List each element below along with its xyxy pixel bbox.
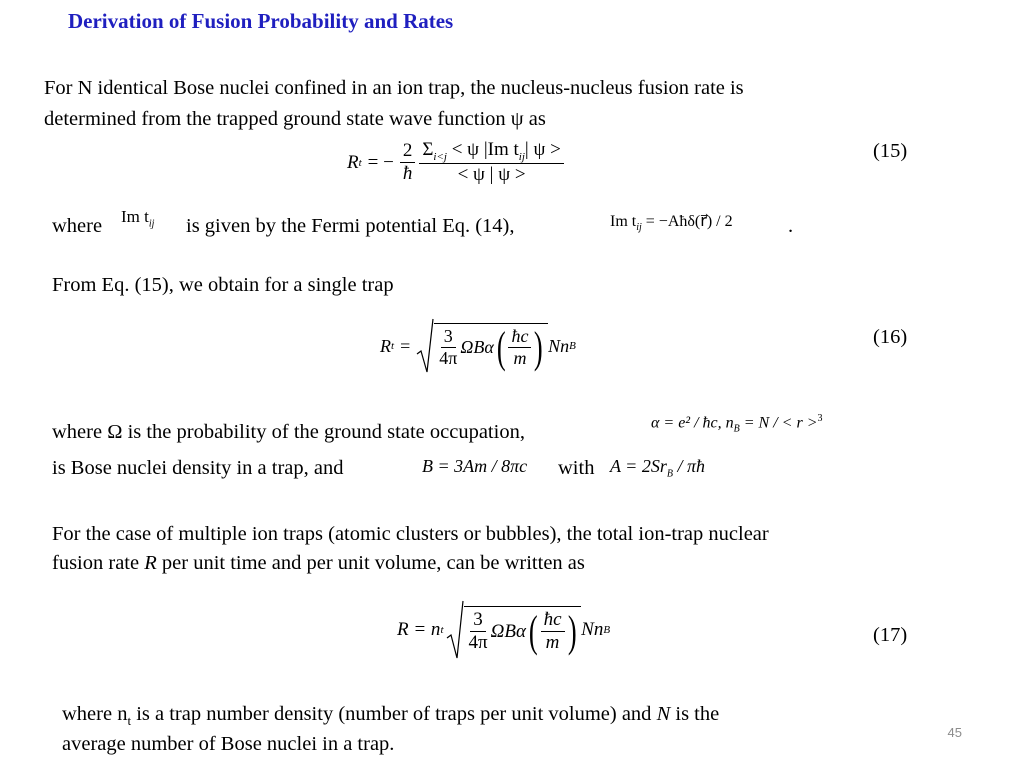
eq16-number: (16) xyxy=(873,326,908,348)
b-eq: B = 3Am / 8πc xyxy=(422,456,528,476)
alpha-eq-rest: = N / < r > xyxy=(739,414,818,432)
alpha-eq-sup: 3 xyxy=(817,413,823,424)
eq16-sqrt-den: 4π xyxy=(439,348,458,368)
eq16-paren-den: m xyxy=(513,348,527,368)
eq17-tail-sub: B xyxy=(603,624,611,636)
eq17-sqrt-num: 3 xyxy=(470,609,486,632)
eq15-denominator: < ψ | ψ > xyxy=(457,164,526,186)
a-eq: A = 2Sr xyxy=(610,456,667,476)
im-t-sub-2: ij xyxy=(636,222,642,234)
a-eq-rest: / πħ xyxy=(672,456,705,476)
eq15-coefficient xyxy=(400,140,416,185)
slide-title: Derivation of Fusion Probability and Rates xyxy=(68,9,454,33)
eq17-paren-num: ħc xyxy=(541,609,565,632)
cl1-sub: t xyxy=(127,713,132,729)
eq17-middle: ΩBα xyxy=(490,620,526,642)
eq17-sqrt: $\frac{3}{4\pi}$ ΩBα ( $\frac{ħc}{m}$ ) xyxy=(446,600,582,660)
eq15-lhs: R xyxy=(347,151,359,173)
eq16-sqrt-num: 3 xyxy=(441,326,456,348)
cl1-c: is the xyxy=(670,703,720,725)
eq15-number: (15) xyxy=(873,140,908,162)
equation-17 xyxy=(397,600,610,660)
where-line-1-end: . xyxy=(788,215,794,237)
where-line-1-prefix: where xyxy=(52,215,103,237)
im-t-text: Im t xyxy=(121,207,149,226)
mt-line2-R: R xyxy=(144,552,157,574)
omega-definition-line: where Ω is the probability of the ground state occupation, xyxy=(52,421,525,443)
eq16-sqrt: $\frac{3}{4\pi}$ ΩBα ( $\frac{ħc}{m}$ ) xyxy=(416,318,548,374)
eq15-num-sub2: ij xyxy=(518,150,525,163)
mt-line2-a: fusion rate xyxy=(52,552,145,574)
eq16-tail: Nn xyxy=(548,335,570,356)
intro-line-2: determined from the trapped ground state wave function ψ as xyxy=(44,108,546,130)
im-t-symbol xyxy=(121,207,154,229)
where-line-1-middle: is given by the Fermi potential Eq. (14), xyxy=(186,215,515,237)
cl1-b: is a trap number density (number of traps per unit volume) and xyxy=(131,703,657,725)
im-t-text-2: Im t xyxy=(610,213,637,230)
equation-16: R t = $\frac{3}{4\pi}$ ΩBα ( $\frac{ħc}{m}$ ) Nn B xyxy=(380,318,576,374)
multiple-traps-line-1: For the case of multiple ion traps (atomic clusters or bubbles), the total ion-trap nuclear xyxy=(52,523,769,545)
eq15-lhs-sub: t xyxy=(358,156,362,169)
density-line-prefix: is Bose nuclei density in a trap, and xyxy=(52,457,344,479)
eq15-sum: Σ xyxy=(422,139,434,160)
b-definition xyxy=(422,456,527,477)
eq15-coef-num: 2 xyxy=(400,140,416,163)
cl1-a: where n xyxy=(62,703,128,725)
a-eq-sub: B xyxy=(666,468,673,480)
single-trap-line: From Eq. (15), we obtain for a single trap xyxy=(52,274,394,296)
equation-15: R t = − $\frac{2}{ħ}$ $\frac{\Sigma_{i<j} < \psi |Im t_{ij}| \psi >}{< \psi | \psi >}$ xyxy=(347,139,564,186)
eq17-number: (17) xyxy=(873,624,908,646)
fermi-potential-equation xyxy=(610,211,733,233)
eq16-lhs-sub: t xyxy=(391,340,395,352)
eq17-lhs: R = n xyxy=(397,619,441,640)
sqrt-icon xyxy=(416,318,434,374)
cl1-N: N xyxy=(656,703,671,725)
fermi-rhs: = −Aħδ(r⃗) / 2 xyxy=(645,213,733,230)
alpha-nb-definition xyxy=(651,413,822,435)
im-t-sub: ij xyxy=(148,218,155,230)
a-definition xyxy=(610,456,705,480)
eq17-paren-den: m xyxy=(545,632,560,653)
alpha-eq: α = e² / ħc, n xyxy=(651,414,734,432)
eq15-coef-den: ħ xyxy=(402,163,413,185)
eq17-tail: Nn xyxy=(581,619,604,640)
closing-line-2: average number of Bose nuclei in a trap. xyxy=(62,733,395,755)
eq16-paren-num: ħc xyxy=(508,326,531,348)
eq15-main-fraction xyxy=(419,139,563,186)
alpha-eq-sub: B xyxy=(733,423,740,435)
multiple-traps-line-2 xyxy=(52,549,585,578)
eq16-lhs: R xyxy=(380,335,391,356)
eq17-sqrt-den: 4π xyxy=(468,632,488,653)
eq15-num-mid: < ψ |Im t xyxy=(446,139,519,160)
with-text: with xyxy=(558,457,595,479)
eq15-num-end: | ψ > xyxy=(524,139,561,160)
eq16-middle: ΩBα xyxy=(460,337,494,357)
page-number: 45 xyxy=(947,725,962,740)
sqrt-icon-2 xyxy=(446,600,464,660)
mt-line2-b: per unit time and per unit volume, can be written as xyxy=(156,552,585,574)
eq17-lhs-sub: t xyxy=(440,624,444,636)
eq16-tail-sub: B xyxy=(569,340,576,352)
intro-line-1: For N identical Bose nuclei confined in an ion trap, the nucleus-nucleus fusion rate is xyxy=(44,77,744,99)
eq15-sum-sub: i<j xyxy=(433,150,447,163)
